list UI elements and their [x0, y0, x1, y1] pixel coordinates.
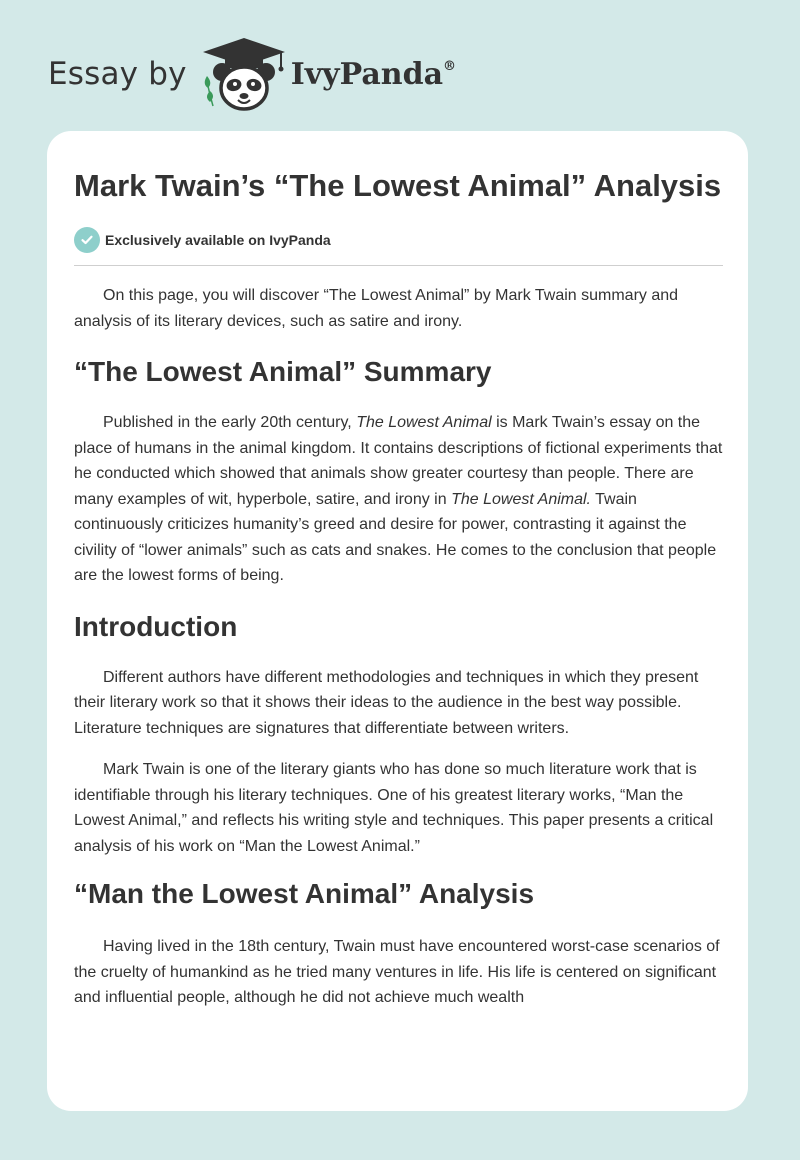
article-card: [47, 131, 748, 1111]
introduction-paragraph-2: Mark Twain is one of the literary giants who has done so much literature work that is identifiable through his literary techniques. One of his greatest literary works, “Man the Lowest Animal,” and reflects his writing style and techniques. This paper presents a critical analysis of his work on “Man the Lowest Animal.”: [74, 761, 714, 855]
brand-name[interactable]: IvyPanda®: [290, 56, 457, 92]
divider: [74, 265, 723, 266]
registered-mark: ®: [443, 58, 457, 74]
intro-paragraph: On this page, you will discover “The Lowest Animal” by Mark Twain summary and analysis of its literary devices, such as satire and irony.: [74, 287, 679, 330]
section-heading-summary: “The Lowest Animal” Summary: [74, 356, 492, 387]
section-heading-analysis: “Man the Lowest Animal” Analysis: [74, 878, 535, 909]
article-body: [74, 165, 723, 1011]
introduction-paragraph-1: Different authors have different methodologies and techniques in which they present their literary work so that it shows their ideas to the audience in the best way possible. Literature techniques are signatures that differentiate between writers.: [74, 668, 699, 737]
summary-paragraph: Published in the early 20th century, The Lowest Animal is Mark Twain’s essay on the place of humans in the animal kingdom. It contains descriptions of fictional experiments that he conducted which showed that animals show greater courtesy than people. There are many examples of wit, hyperbole, satire, and irony in The Lowest Animal. Twain continuously criticizes humanity’s greed and desire for power, contrasting it against the civility of “lower animals” such as cats and snakes. He comes to the conclusion that people are the lowest forms of being.: [74, 414, 723, 584]
exclusive-badge-text: Exclusively available on IvyPanda: [105, 232, 331, 248]
check-circle-icon: [74, 227, 100, 253]
panda-graduate-icon: [201, 36, 287, 112]
essay-by-label: Essay by: [48, 56, 187, 92]
section-heading-introduction: Introduction: [74, 610, 238, 642]
exclusive-badge: [74, 227, 723, 253]
page-title: Mark Twain’s “The Lowest Animal” Analysis: [74, 168, 722, 203]
analysis-paragraph: Having lived in the 18th century, Twain must have encountered worst-case scenarios of the cruelty of humankind as he tried many ventures in life. His life is centered on significant and influential people, although he did not achieve much wealth: [74, 938, 720, 1006]
site-header: [48, 34, 456, 114]
